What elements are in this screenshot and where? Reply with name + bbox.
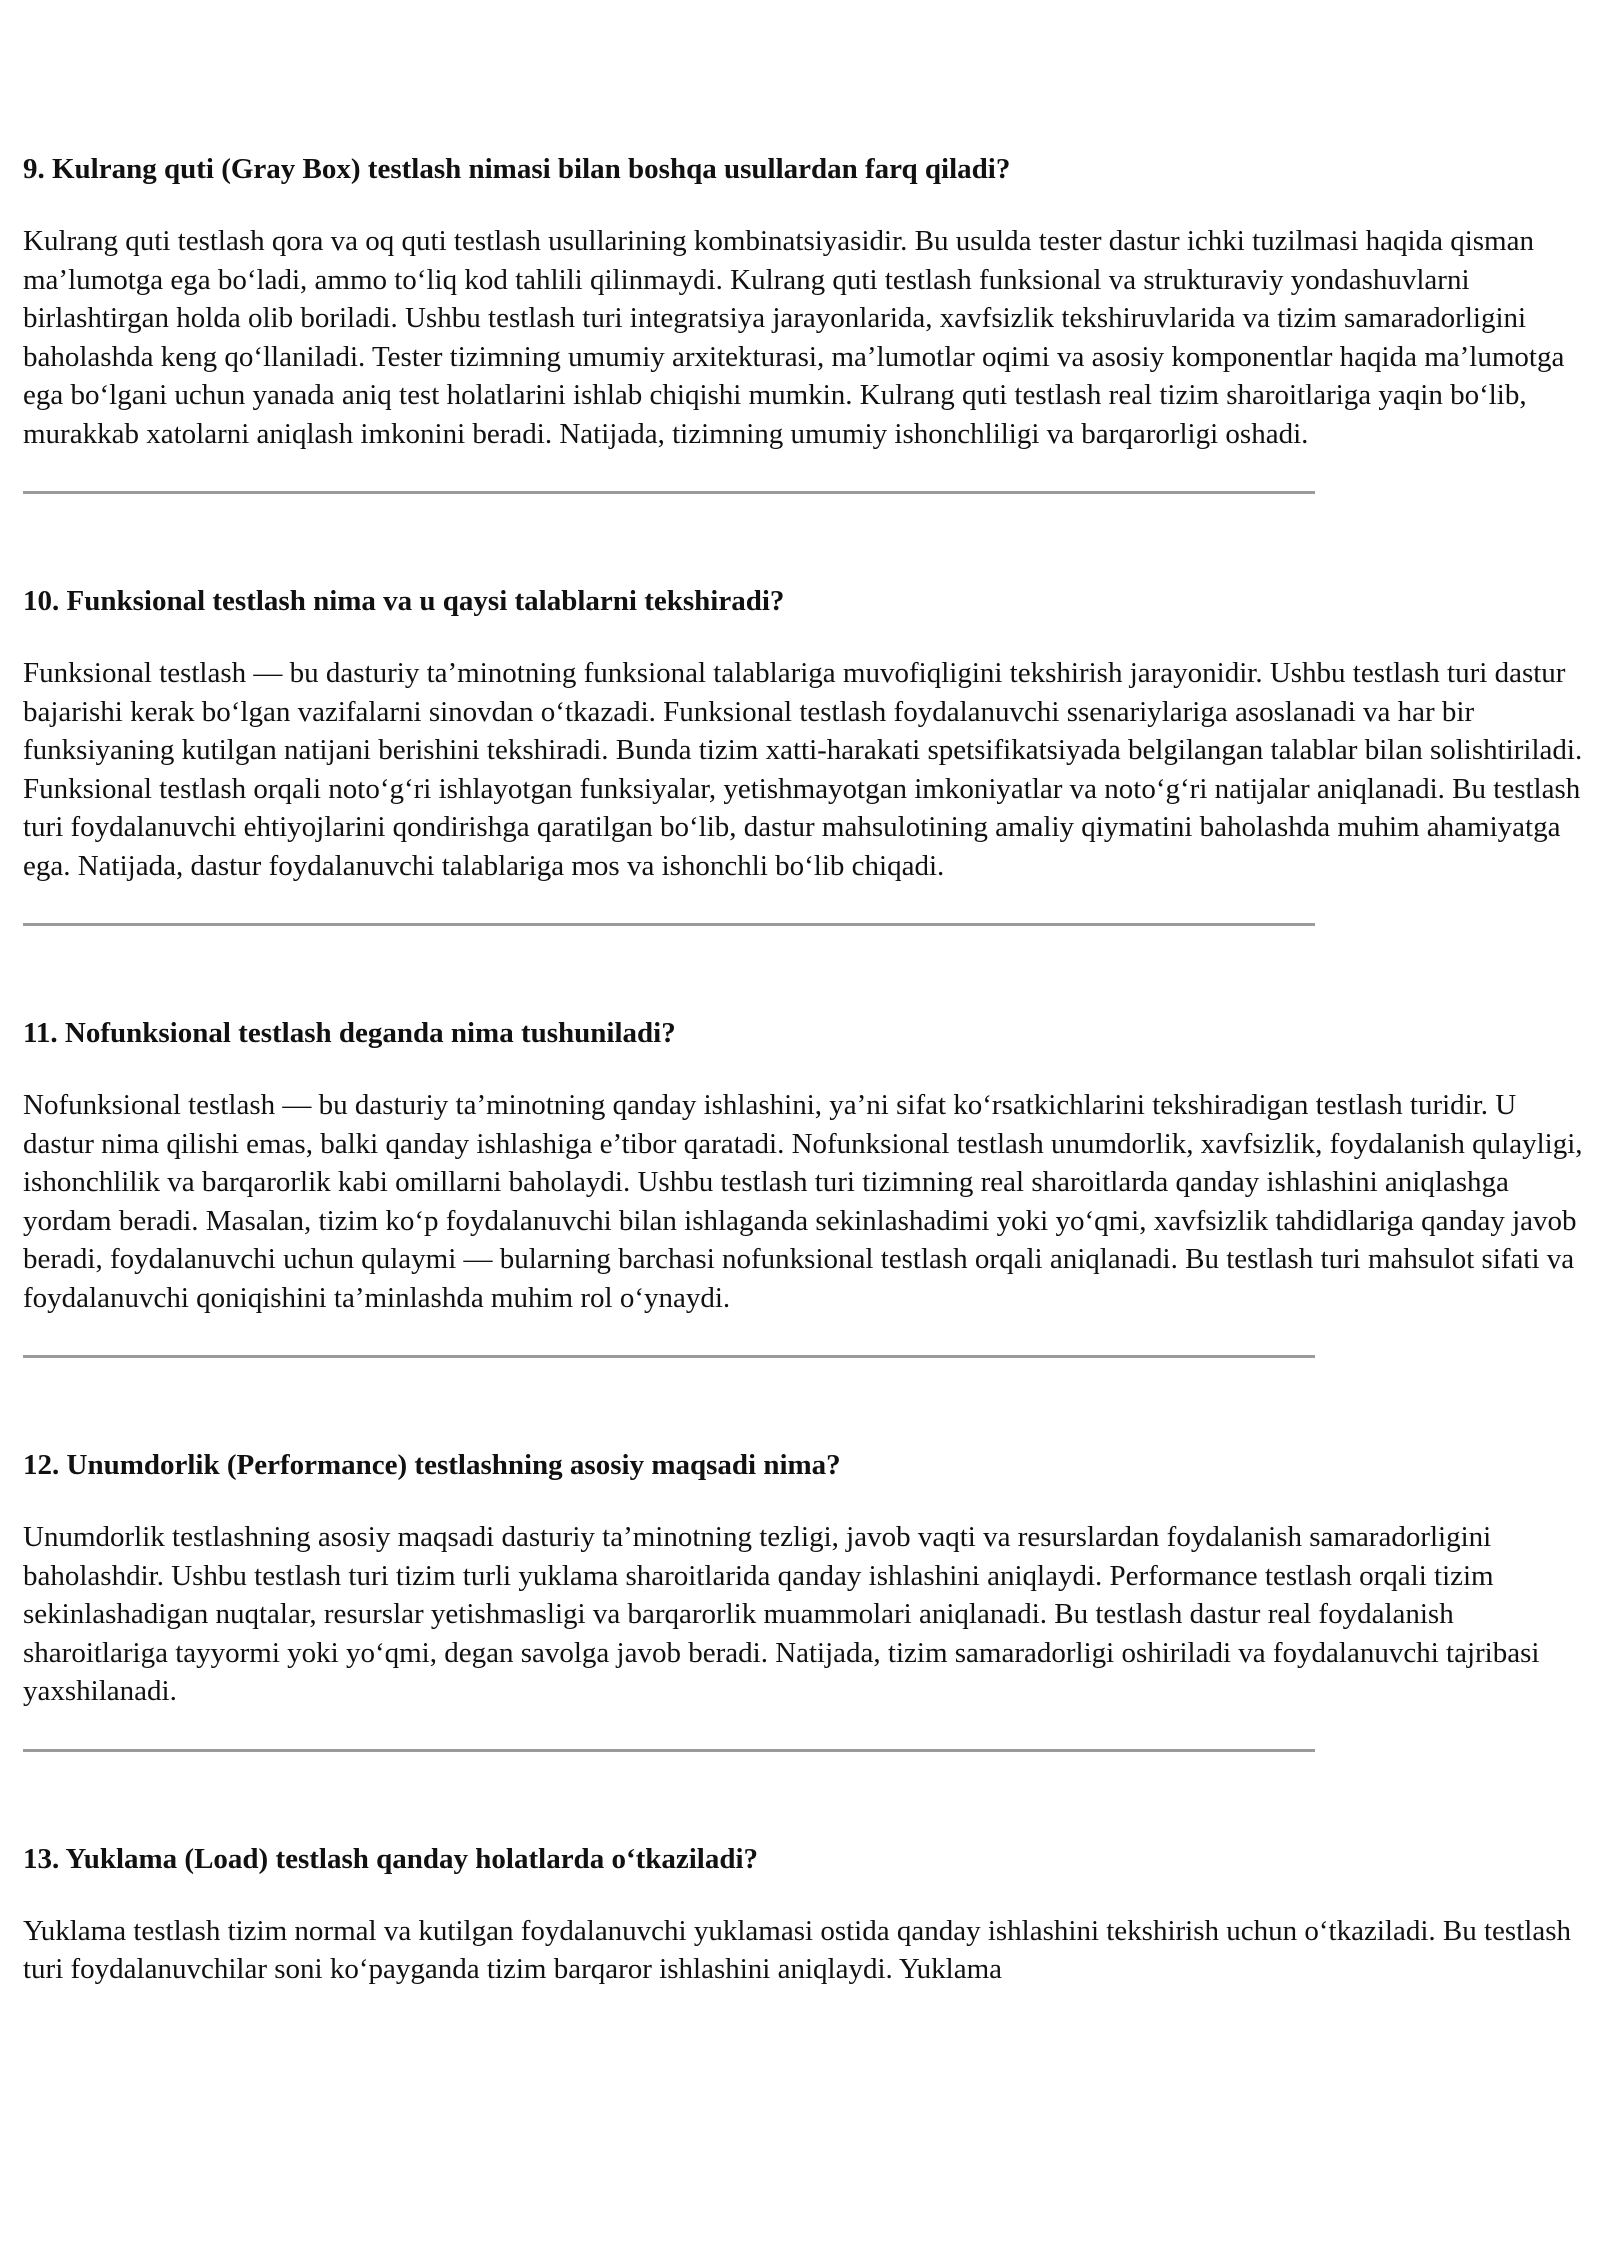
document-page xyxy=(23,150,1588,1989)
question-heading: 13. Yuklama (Load) testlash qanday holatlarda o‘tkaziladi? xyxy=(23,1842,759,1875)
qa-section-10 xyxy=(23,582,1588,926)
qa-section-9 xyxy=(23,150,1588,494)
section-divider xyxy=(23,491,1315,494)
qa-section-12 xyxy=(23,1446,1588,1752)
qa-section-11 xyxy=(23,1014,1588,1358)
question-heading: 12. Unumdorlik (Performance) testlashning asosiy maqsadi nima? xyxy=(23,1449,841,1481)
section-divider xyxy=(23,1355,1315,1358)
answer-paragraph: Funksional testlash — bu dasturiy ta’minotning funksional talablariga muvofiqligini tekshirish jarayonidir. Ushbu testlash turi dastur bajarishi kerak bo‘lgan vazifalarni sinovdan o‘tkazadi. Funksional testlash foydalanuvchi ssenariylariga asoslanadi va har bir funksiyaning kutilgan natijani berishini tekshiradi. Bunda tizim xatti-harakati spetsifikatsiyada belgilangan talablar bilan solishtiriladi. Funksional testlash orqali noto‘g‘ri ishlayotgan funksiyalar, yetishmayotgan imkoniyatlar va noto‘g‘ri natijalar aniqlanadi. Bu testlash turi foydalanuvchi ehtiyojlarini qondirishga qaratilgan bo‘lib, dastur mahsulotining amaliy qiymatini baholashda muhim ahamiyatga ega. Natijada, dastur foydalanuvchi talablariga mos va ishonchli bo‘lib chiqadi. xyxy=(23,657,1583,882)
question-heading: 9. Kulrang quti (Gray Box) testlash nimasi bilan boshqa usullardan farq qiladi? xyxy=(23,153,1011,185)
question-heading: 10. Funksional testlash nima va u qaysi talablarni tekshiradi? xyxy=(23,585,785,617)
qa-section-13 xyxy=(23,1840,1588,1989)
question-heading: 11. Nofunksional testlash deganda nima tushuniladi? xyxy=(23,1017,676,1049)
answer-paragraph: Yuklama testlash tizim normal va kutilgan foydalanuvchi yuklamasi ostida qanday ishlashini tekshirish uchun o‘tkaziladi. Bu testlash turi foydalanuvchilar soni ko‘payganda tizim barqaror ishlashini aniqlaydi. Yuklama xyxy=(23,1914,1571,1985)
answer-paragraph: Unumdorlik testlashning asosiy maqsadi dasturiy ta’minotning tezligi, javob vaqti va resurslardan foydalanish samaradorligini baholashdir. Ushbu testlash turi tizim turli yuklama sharoitlarida qanday ishlashini aniqlaydi. Performance testlash orqali tizim sekinlashadigan nuqtalar, resurslar yetishmasligi va barqarorlik muammolari aniqlanadi. Bu testlash dastur real foydalanish sharoitlariga tayyormi yoki yo‘qmi, degan savolga javob beradi. Natijada, tizim samaradorligi oshiriladi va foydalanuvchi tajribasi yaxshilanadi. xyxy=(23,1521,1540,1707)
answer-paragraph: Kulrang quti testlash qora va oq quti testlash usullarining kombinatsiyasidir. Bu usulda tester dastur ichki tuzilmasi haqida qisman ma’lumotga ega bo‘ladi, ammo to‘liq kod tahlili qilinmaydi. Kulrang quti testlash funksional va strukturaviy yondashuvlarni birlashtirgan holda olib boriladi. Ushbu testlash turi integratsiya jarayonlarida, xavfsizlik tekshiruvlarida va tizim samaradorligini baholashda keng qo‘llaniladi. Tester tizimning umumiy arxitekturasi, ma’lumotlar oqimi va asosiy komponentlar haqida ma’lumotga ega bo‘lgani uchun yanada aniq test holatlarini ishlab chiqishi mumkin. Kulrang quti testlash real tizim sharoitlariga yaqin bo‘lib, murakkab xatolarni aniqlash imkonini beradi. Natijada, tizimning umumiy ishonchliligi va barqarorligi oshadi. xyxy=(23,225,1565,450)
section-divider xyxy=(23,923,1315,926)
section-divider xyxy=(23,1749,1315,1752)
answer-paragraph: Nofunksional testlash — bu dasturiy ta’minotning qanday ishlashini, ya’ni sifat ko‘rsatkichlarini tekshiradigan testlash turidir. U dastur nima qilishi emas, balki qanday ishlashiga e’tibor qaratadi. Nofunksional testlash unumdorlik, xavfsizlik, foydalanish qulayligi, ishonchlilik va barqarorlik kabi omillarni baholaydi. Ushbu testlash turi tizimning real sharoitlarda qanday ishlashini aniqlashga yordam beradi. Masalan, tizim ko‘p foydalanuvchi bilan ishlaganda sekinlashadimi yoki yo‘qmi, xavfsizlik tahdidlariga qanday javob beradi, foydalanuvchi uchun qulaymi — bularning barchasi nofunksional testlash orqali aniqlanadi. Bu testlash turi mahsulot sifati va foydalanuvchi qoniqishini ta’minlashda muhim rol o‘ynaydi. xyxy=(23,1089,1583,1314)
